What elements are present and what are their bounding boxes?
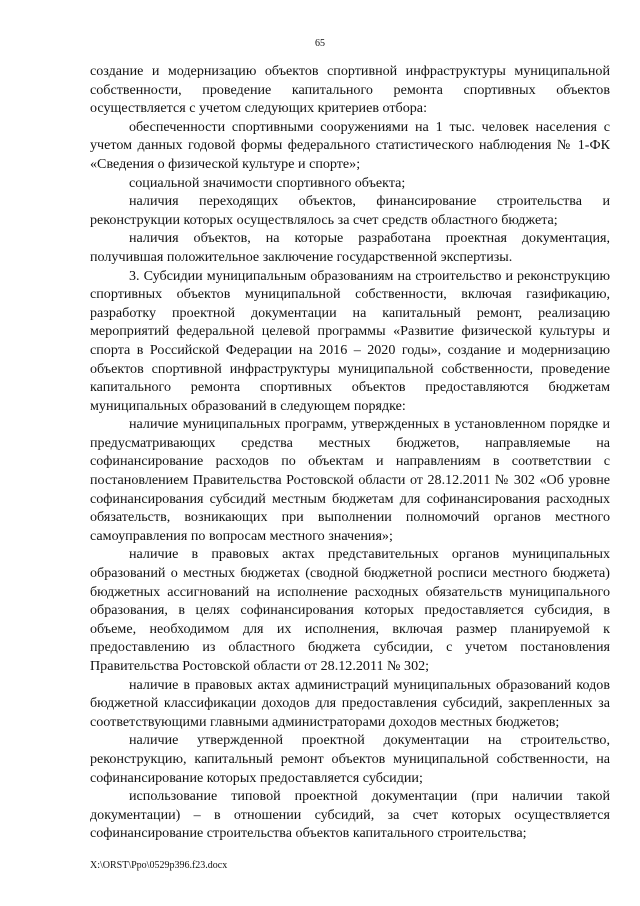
paragraph-criterion-sports-facilities: обеспеченности спортивными сооружениями на 1 тыс. человек населения с учетом данных годовой формы федерального статистического наблюдения № 1-ФК «Сведения о физической культуре и спорте»; [90,118,610,172]
page-number: 65 [315,38,325,49]
paragraph-criterion-social-significance: социальной значимости спортивного объекта; [129,174,406,191]
document-body [90,62,610,843]
paragraph-condition-budget-codes: наличие в правовых актах администраций муниципальных образований кодов бюджетной классификации доходов для предоставления субсидий, закрепленных за соответствующими главными администраторами доходов местных бюджетов; [90,676,610,730]
file-path-footer: X:\ORST\Ppo\0529p396.f23.docx [90,860,228,871]
paragraph-condition-approved-documentation: наличие утвержденной проектной документации на строительство, реконструкцию, капитальный ремонт объектов муниципальной собственности, на софинансирование которых предоставляется субсидии; [90,732,610,786]
paragraph-condition-municipal-programs: наличие муниципальных программ, утвержденных в установленном порядке и предусматривающих средства местных бюджетов, направляемые на софинансирование расходов по объектам и направлениям в соответствии с постановлением Правительства Ростовской области от 28.12.2011 № 302 «Об уровне софинансирования субсидий местным бюджетам для софинансирования расходных обязательств, возникающих при выполнении полномочий органов местного самоуправления по вопросам местного значения»; [90,416,610,544]
paragraph-section-3-subsidies: 3. Субсидии муниципальным образованиям на строительство и реконструкцию спортивных объектов муниципальной собственности, включая газификацию, разработку проектной документации на капитальный ремонт, реализацию мероприятий федеральной целевой программы «Развитие физической культуры и спорта в Российской Федерации на 2016 – 2020 годы», создание и модернизацию объектов спортивной инфраструктуры муниципальной собственности, проведение капитального ремонта спортивных объектов предоставляются бюджетам муниципальных образований в следующем порядке: [90,267,610,414]
paragraph-criterion-carryover-objects: наличия переходящих объектов, финансирование строительства и реконструкции которых осуществлялось за счет средств областного бюджета; [90,193,610,228]
paragraph-criterion-project-documentation: наличия объектов, на которые разработана проектная документация, получившая положительное заключение государственной экспертизы. [90,230,610,265]
paragraph-criteria-intro: создание и модернизацию объектов спортивной инфраструктуры муниципальной собственности, проведение капитального ремонта спортивных объектов осуществляется с учетом следующих критериев отбора: [90,63,610,117]
paragraph-condition-typical-documentation: использование типовой проектной документации (при наличии такой документации) – в отношении субсидий, за счет которых осуществляется софинансирование строительства объектов капитального строительства; [90,788,610,842]
paragraph-condition-budget-allocations: наличие в правовых актах представительных органов муниципальных образований о местных бюджетах (сводной бюджетной росписи местного бюджета) бюджетных ассигнований на исполнение расходных обязательств муниципального образования, в целях софинансирования которых предоставляется субсидия, в объеме, необходимом для их исполнения, включая размер планируемой к предоставлению из областного бюджета субсидии, с учетом постановления Правительства Ростовской области от 28.12.2011 № 302; [90,546,610,674]
